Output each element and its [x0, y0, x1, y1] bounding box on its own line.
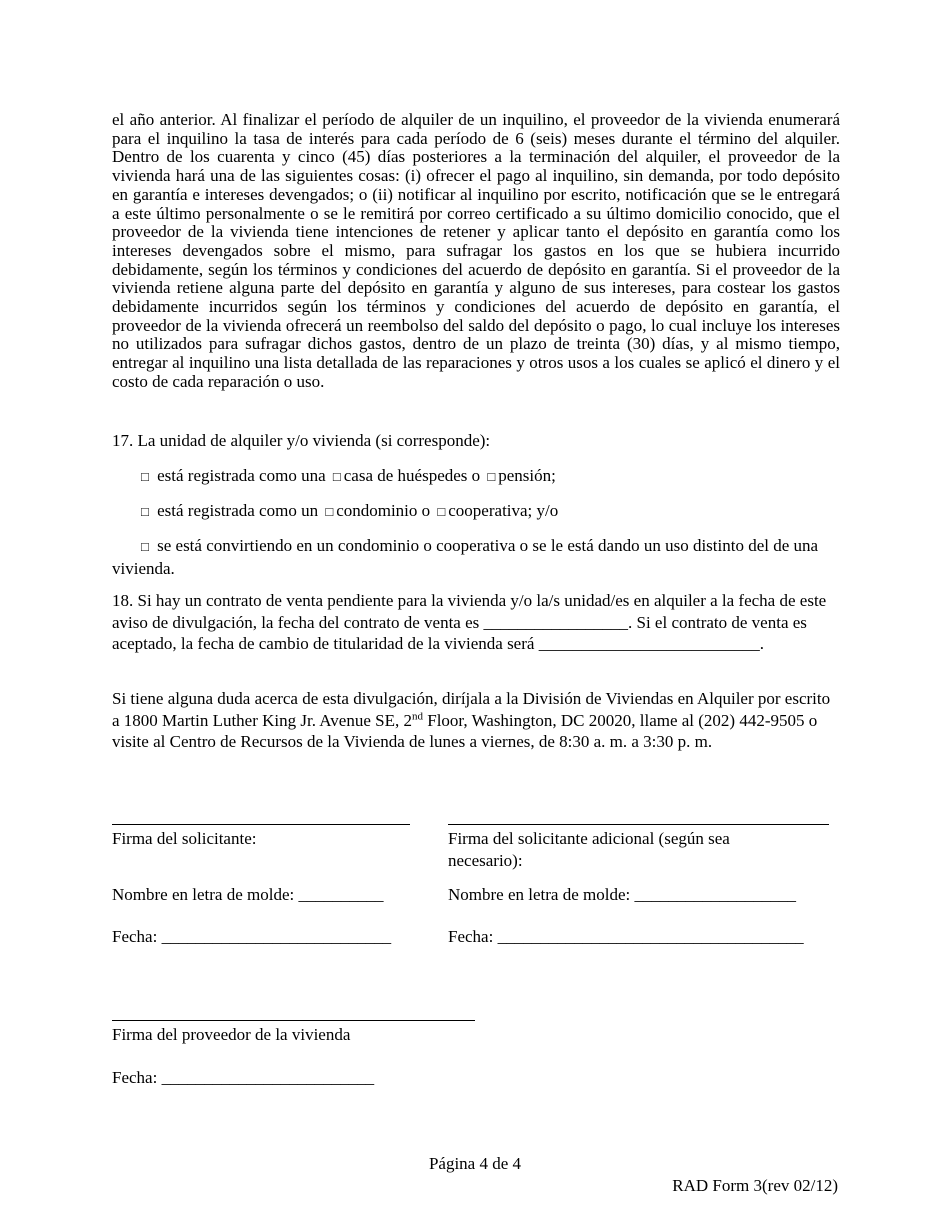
- additional-signature-label: Firma del solicitante adicional (según sea necesario):: [448, 829, 730, 870]
- checkbox-icon[interactable]: □: [141, 504, 149, 519]
- item-17-heading: 17. La unidad de alquiler y/o vivienda (si corresponde):: [112, 431, 491, 450]
- print-name-field-left[interactable]: Nombre en letra de molde: __________: [112, 885, 384, 904]
- additional-signature-line[interactable]: [448, 824, 829, 825]
- page-number: Página 4 de 4: [428, 1154, 522, 1173]
- ordinal-suffix: nd: [411, 709, 423, 722]
- contact-paragraph: [112, 688, 840, 753]
- checkbox-icon[interactable]: □: [141, 469, 149, 484]
- checkbox-icon[interactable]: □: [437, 504, 446, 519]
- item-17-option-2: [141, 500, 558, 522]
- option-2-text-c: cooperativa; y/o: [448, 501, 559, 520]
- checkbox-icon[interactable]: □: [487, 469, 496, 484]
- provider-signature-line[interactable]: [112, 1020, 475, 1021]
- item-18-paragraph: [112, 590, 840, 655]
- disclosure-paragraph: el año anterior. Al finalizar el período de alquiler de un inquilino, el proveedor de la vivienda enumerará para el inquilino la tasa de interés para cada período de 6 (seis) meses durante el término del alquiler. Dentro de los cuarenta y cinco (45) días posteriores a la terminación del alquiler, el proveedor de la vivienda hará una de las siguientes cosas: (i) ofrecer el pago al inquilino, sin demanda, por todo depósito en garantía e intereses devengados; o (ii) notificar al inquilino por escrito, notificación que se le entregará a este último personalmente o se le remitirá por correo certificado a su último domicilio conocido, que el proveedor de la vivienda tiene intenciones de retener y aplicar tanto el depósito en garantía como los intereses devengados sobre el mismo, para sufragar los gastos en los que se hubiera incurrido debidamente, según los términos y condiciones del acuerdo de depósito en garantía. Si el proveedor de la vivienda retiene alguna parte del depósito en garantía y alguno de sus intereses, para costear los gastos debidamente incurridos según los términos y condiciones del acuerdo de depósito en garantía, el proveedor de la vivienda ofrecerá un reembolso del saldo del depósito o pago, lo cual incluye los intereses no utilizados para sufragar dichos gastos, dentro de un plazo de treinta (30) días, y al mismo tiempo, entregar al inquilino una lista detallada de las reparaciones y otros usos a los cuales se aplicó el dinero y el costo de cada reparación o uso.: [112, 110, 840, 391]
- checkbox-icon[interactable]: □: [141, 539, 149, 554]
- applicant-signature-line[interactable]: [112, 824, 410, 825]
- checkbox-icon[interactable]: □: [332, 469, 341, 484]
- contact-text-b: Floor, Washington, DC 20020, llame al (202) 442-9505 o visite al Centro de Recursos de la Vivienda de lunes a viernes, de 8:30 a. m. a 3:30 p. m.: [112, 710, 818, 751]
- provider-date-field[interactable]: Fecha: _________________________: [112, 1068, 375, 1087]
- option-3-text: se está convirtiendo en un condominio o cooperativa o se le está dando un uso distinto del de una vivienda.: [112, 536, 819, 578]
- option-1-text-b: casa de huéspedes o: [343, 466, 481, 485]
- date-field-left[interactable]: Fecha: ___________________________: [112, 927, 392, 946]
- item-17-option-3: [112, 535, 840, 579]
- form-identifier: RAD Form 3(rev 02/12): [672, 1176, 838, 1195]
- item-18-blank: __________________________.: [538, 634, 764, 653]
- checkbox-icon[interactable]: □: [325, 504, 334, 519]
- applicant-signature-label: Firma del solicitante:: [112, 829, 257, 848]
- provider-signature-label: Firma del proveedor de la vivienda: [112, 1025, 351, 1044]
- contact-text-a: Si tiene alguna duda acerca de esta divulgación, diríjala a la División de Viviendas en Alquiler por escrito a 1800 Martin Luther King Jr. Avenue SE, 2: [112, 689, 831, 730]
- option-1-text-a: está registrada como una: [157, 466, 326, 485]
- date-field-right[interactable]: Fecha: ____________________________________: [448, 927, 804, 946]
- item-18-text: 18. Si hay un contrato de venta pendiente para la vivienda y/o la/s unidad/es en alquiler a la fecha de este aviso de divulgación, la fecha del contrato de venta es _________________. Si el contrato de venta es aceptado, la fecha de cambio de titularidad de la vivienda será: [112, 591, 827, 653]
- option-2-text-b: condominio o: [336, 501, 431, 520]
- option-2-text-a: está registrada como un: [157, 501, 319, 520]
- item-17-option-1: [141, 465, 556, 487]
- print-name-field-right[interactable]: Nombre en letra de molde: ___________________: [448, 885, 796, 904]
- option-1-text-c: pensión;: [498, 466, 556, 485]
